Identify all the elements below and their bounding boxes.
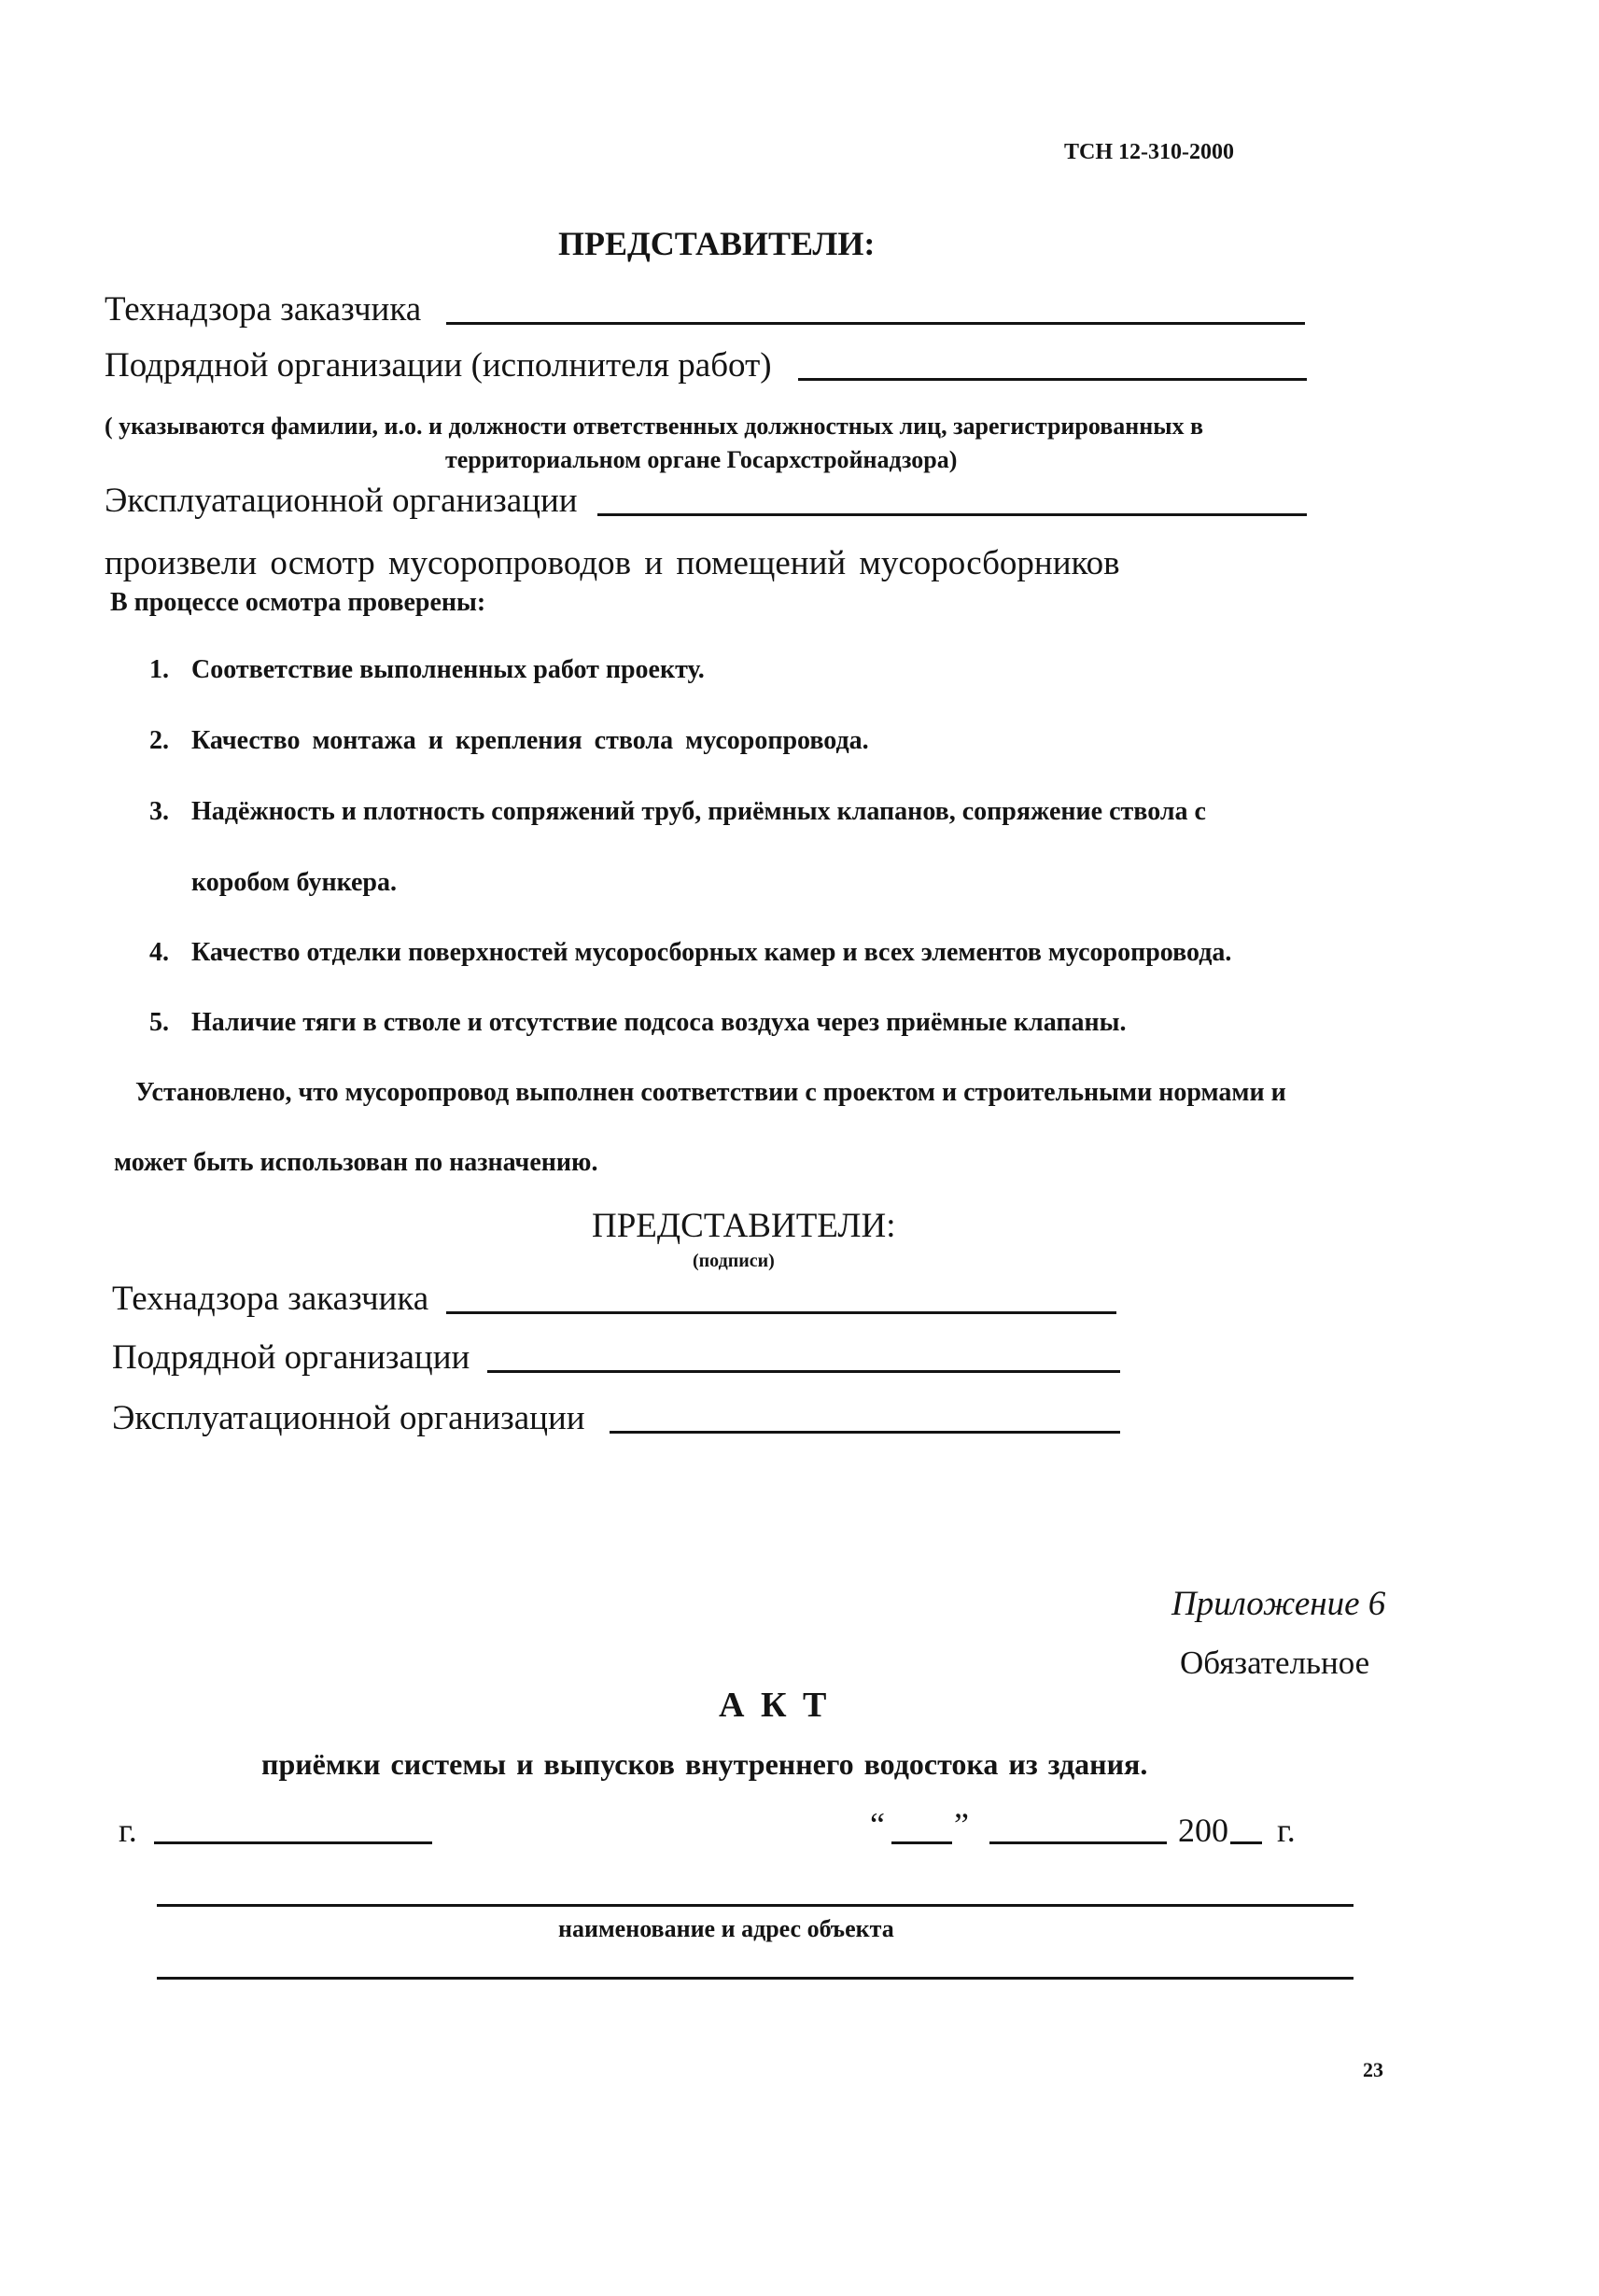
signature-operating-line (610, 1431, 1120, 1434)
date-quote-open: “ (870, 1806, 885, 1843)
customer-supervision-line (446, 322, 1305, 325)
appendix-status: Обязательное (1180, 1645, 1370, 1681)
signature-operating-label: Эксплуатационной организации (112, 1399, 585, 1437)
object-caption: наименование и адрес объекта (558, 1915, 894, 1942)
year-suffix: г. (1277, 1812, 1296, 1849)
section2-subtitle: (подписи) (693, 1251, 775, 1271)
item-number: 3. (149, 797, 169, 826)
conclusion-line-2: может быть использован по назначению. (114, 1148, 598, 1177)
checked-intro: В процессе осмотра проверены: (110, 588, 486, 617)
city-field-line (154, 1841, 432, 1844)
item-number: 2. (149, 726, 169, 755)
item-text: Соответствие выполненных работ проекту. (191, 655, 705, 684)
act-title: А К Т (719, 1686, 831, 1725)
item-number: 1. (149, 655, 169, 684)
object-address-line (157, 1977, 1354, 1980)
signature-contractor-label: Подрядной организации (112, 1338, 470, 1377)
item-number: 4. (149, 938, 169, 967)
city-prefix: г. (119, 1812, 137, 1849)
note-line-1: ( указываются фамилии, и.о. и должности ответственных должностных лиц, зарегистрированных в (105, 413, 1204, 440)
item-text: Качество отделки поверхностей мусоросборных камер и всех элементов мусоропровода. (191, 938, 1232, 967)
year-prefix: 200 (1178, 1812, 1228, 1849)
conclusion-line-1: Установлено, что мусоропровод выполнен соответствии с проектом и строительными нормами и (135, 1078, 1286, 1107)
section1-title: ПРЕДСТАВИТЕЛИ: (558, 225, 876, 262)
contractor-line (798, 378, 1307, 381)
month-field-line (989, 1841, 1167, 1844)
operating-org-label: Эксплуатационной организации (105, 482, 578, 520)
customer-supervision-label: Технадзора заказчика (105, 290, 422, 329)
note-line-2: территориальном органе Госархстройнадзора) (445, 446, 958, 473)
page-number: 23 (1363, 2058, 1383, 2081)
object-name-line (157, 1904, 1354, 1907)
contractor-label: Подрядной организации (исполнителя работ) (105, 346, 772, 385)
signature-contractor-line (487, 1370, 1120, 1373)
item-text: Надёжность и плотность сопряжений труб, приёмных клапанов, сопряжение ствола с (191, 797, 1206, 826)
operating-org-line (597, 513, 1307, 516)
act-subtitle: приёмки системы и выпусков внутреннего водостока из здания. (261, 1747, 1148, 1781)
date-quote-close: ” (954, 1806, 969, 1843)
day-field-line (891, 1841, 952, 1844)
section2-title: ПРЕДСТАВИТЕЛИ: (592, 1207, 896, 1245)
year-field-line (1230, 1841, 1262, 1844)
signature-customer-line (446, 1311, 1116, 1314)
item-text: Наличие тяги в стволе и отсутствие подсоса воздуха через приёмные клапаны. (191, 1008, 1127, 1037)
document-code: ТСН 12-310-2000 (1064, 140, 1234, 164)
item-text-continuation: коробом бункера. (191, 868, 398, 897)
signature-customer-label: Технадзора заказчика (112, 1280, 429, 1318)
inspection-performed: произвели осмотр мусоропроводов и помещений мусоросборников (105, 544, 1120, 582)
appendix-label: Приложение 6 (1171, 1585, 1386, 1623)
item-text: Качество монтажа и крепления ствола мусоропровода. (191, 726, 869, 755)
item-number: 5. (149, 1008, 169, 1037)
